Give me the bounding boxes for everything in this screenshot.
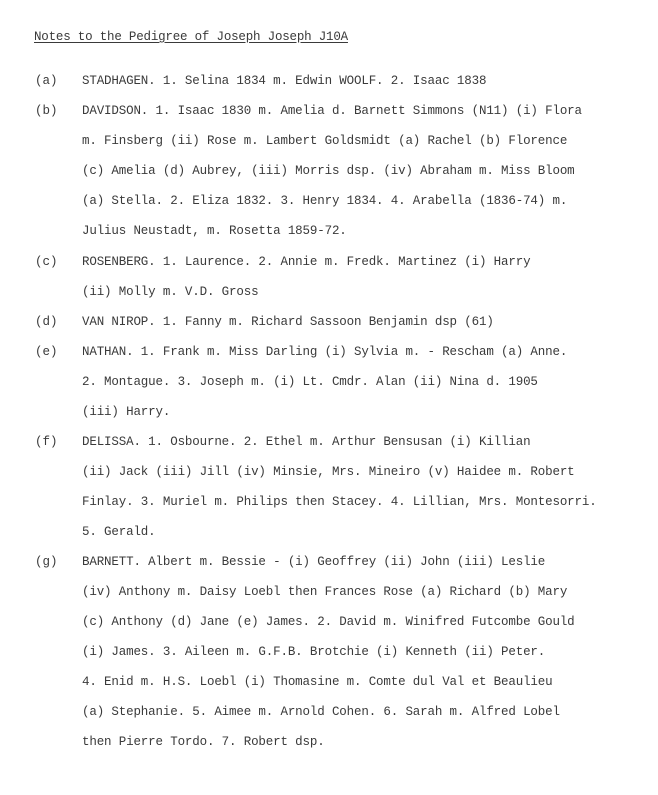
entry-d-line-1: VAN NIROP. 1. Fanny m. Richard Sassoon Benjamin dsp (61) <box>82 315 494 329</box>
entry-label-b: (b) <box>35 104 58 118</box>
entry-label-d: (d) <box>35 315 58 329</box>
entry-b-line-4: (a) Stella. 2. Eliza 1832. 3. Henry 1834. 4. Arabella (1836-74) m. <box>82 194 568 208</box>
document-title: Notes to the Pedigree of Joseph Joseph J10A <box>34 30 348 44</box>
entry-g-line-4: (i) James. 3. Aileen m. G.F.B. Brotchie (i) Kenneth (ii) Peter. <box>82 645 546 659</box>
entry-label-f: (f) <box>35 435 58 449</box>
entry-g-line-7: then Pierre Tordo. 7. Robert dsp. <box>82 735 325 749</box>
entry-b-line-5: Julius Neustadt, m. Rosetta 1859-72. <box>82 224 347 238</box>
entry-e-line-2: 2. Montague. 3. Joseph m. (i) Lt. Cmdr. Alan (ii) Nina d. 1905 <box>82 375 538 389</box>
entry-c-line-1: ROSENBERG. 1. Laurence. 2. Annie m. Fredk. Martinez (i) Harry <box>82 255 531 269</box>
entry-g-line-6: (a) Stephanie. 5. Aimee m. Arnold Cohen. 6. Sarah m. Alfred Lobel <box>82 705 560 719</box>
entry-b-line-1: DAVIDSON. 1. Isaac 1830 m. Amelia d. Barnett Simmons (N11) (i) Flora <box>82 104 582 118</box>
entry-f-line-1: DELISSA. 1. Osbourne. 2. Ethel m. Arthur Bensusan (i) Killian <box>82 435 531 449</box>
entry-g-line-5: 4. Enid m. H.S. Loebl (i) Thomasine m. Comte dul Val et Beaulieu <box>82 675 553 689</box>
entry-f-line-3: Finlay. 3. Muriel m. Philips then Stacey. 4. Lillian, Mrs. Montesorri. <box>82 495 597 509</box>
entry-e-line-1: NATHAN. 1. Frank m. Miss Darling (i) Sylvia m. - Rescham (a) Anne. <box>82 345 568 359</box>
entry-b-line-3: (c) Amelia (d) Aubrey, (iii) Morris dsp. (iv) Abraham m. Miss Bloom <box>82 164 575 178</box>
entry-label-e: (e) <box>35 345 58 359</box>
entry-g-line-3: (c) Anthony (d) Jane (e) James. 2. David m. Winifred Futcombe Gould <box>82 615 575 629</box>
entry-f-line-2: (ii) Jack (iii) Jill (iv) Minsie, Mrs. Mineiro (v) Haidee m. Robert <box>82 465 575 479</box>
entry-e-line-3: (iii) Harry. <box>82 405 171 419</box>
entry-f-line-4: 5. Gerald. <box>82 525 156 539</box>
entry-label-g: (g) <box>35 555 58 569</box>
entry-c-line-2: (ii) Molly m. V.D. Gross <box>82 285 259 299</box>
entry-label-a: (a) <box>35 74 58 88</box>
entry-label-c: (c) <box>35 255 58 269</box>
entry-b-line-2: m. Finsberg (ii) Rose m. Lambert Goldsmidt (a) Rachel (b) Florence <box>82 134 568 148</box>
entry-a-line-1: STADHAGEN. 1. Selina 1834 m. Edwin WOOLF. 2. Isaac 1838 <box>82 74 487 88</box>
entry-g-line-2: (iv) Anthony m. Daisy Loebl then Frances Rose (a) Richard (b) Mary <box>82 585 568 599</box>
entry-g-line-1: BARNETT. Albert m. Bessie - (i) Geoffrey (ii) John (iii) Leslie <box>82 555 546 569</box>
